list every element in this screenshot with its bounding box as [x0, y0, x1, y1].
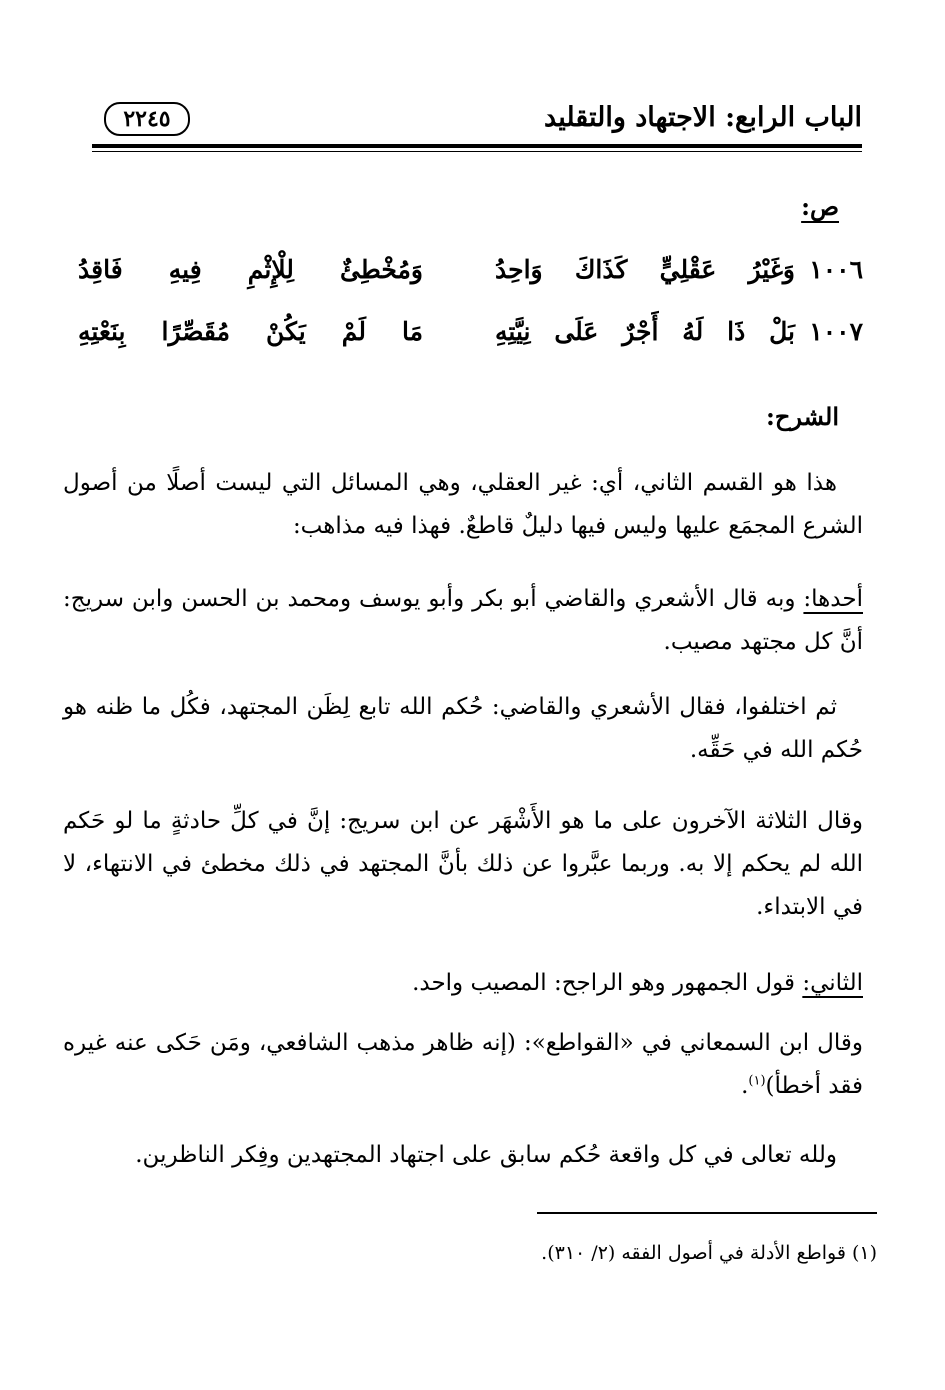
verse-second-hemistich: وَمُخْطِئٌ لِلْإِثْمِ فِيهِ فَاقِدُ [78, 255, 423, 284]
paragraph-text: وقال الثلاثة الآخرون على ما هو الأَشْهَر عن ابن سريج: إنَّ في كلِّ حادثةٍ ما لو حَكم الله لم يحكم إلا به. وربما عبَّروا عن ذلك بأنَّ المجتهد في ذلك مخطئ في الانتهاء، لا في الابتداء. [63, 808, 863, 920]
commentary-paragraph-6 [63, 1022, 863, 1108]
commentary-paragraph-4 [63, 800, 863, 929]
footnote-reference[interactable]: (١) [748, 1073, 766, 1089]
verse-1006 [78, 248, 863, 292]
verse-number: ١٠٠٦ [809, 255, 863, 284]
paragraph-text: هذا هو القسم الثاني، أي: غير العقلي، وهي المسائل التي ليست أصلًا من أصول الشرع المجمَع عليها وليس فيها دليلٌ قاطعٌ. فهذا فيه مذاهب: [63, 470, 863, 539]
footnote-1: (١) قواطع الأدلة في أصول الفقه (٢/ ٣١٠). [541, 1242, 877, 1264]
paragraph-text: قول الجمهور وهو الراجح: المصيب واحد. [412, 970, 803, 996]
commentary-paragraph-1 [63, 462, 863, 548]
header-rule-thick [92, 144, 862, 148]
verse-1007 [78, 310, 863, 354]
text-section-label: ص: [801, 192, 839, 221]
verse-second-hemistich: مَا لَمْ يَكُنْ مُقَصِّرًا بِنَعْتِهِ [78, 317, 423, 346]
paragraph-text: وبه قال الأشعري والقاضي أبو بكر وأبو يوسف ومحمد بن الحسن وابن سريج: أنَّ كل مجتهد مصيب. [63, 586, 863, 655]
page-header [92, 98, 862, 144]
commentary-paragraph-2 [63, 578, 863, 664]
page-number: ٢٢٤٥ [104, 102, 190, 136]
commentary-label: الشرح: [766, 402, 839, 431]
commentary-paragraph-5 [63, 962, 863, 1005]
footnote-separator [537, 1212, 877, 1214]
opinion-label-second: الثاني: [802, 970, 863, 996]
verse-first-hemistich: وَغَيْرُ عَقْلِيٍّ كَذَاكَ وَاحِدُ [495, 255, 795, 284]
verse-number: ١٠٠٧ [809, 317, 863, 346]
paragraph-text: ثم اختلفوا، فقال الأشعري والقاضي: حُكم الله تابع لِظَن المجتهد، فكُل ما ظنه هو حُكم الله في حَقِّه. [63, 694, 863, 763]
opinion-label-first: أحدها: [803, 586, 863, 612]
paragraph-text: ولله تعالى في كل واقعة حُكم سابق على اجتهاد المجتهدين وفِكر الناظرين. [135, 1142, 837, 1168]
paragraph-text: وقال ابن السمعاني في «القواطع»: (إنه ظاهر مذهب الشافعي، ومَن حَكى عنه غيره فقد أخطأ) [63, 1030, 863, 1099]
header-rule-thin [92, 151, 862, 152]
verse-first-hemistich: بَلْ ذَا لَهُ أَجْرٌ عَلَى نِيَّتِهِ [495, 317, 795, 346]
paragraph-end: . [741, 1073, 749, 1099]
chapter-title: الباب الرابع: الاجتهاد والتقليد [544, 102, 862, 133]
commentary-paragraph-3 [63, 686, 863, 772]
commentary-paragraph-7 [63, 1134, 863, 1177]
